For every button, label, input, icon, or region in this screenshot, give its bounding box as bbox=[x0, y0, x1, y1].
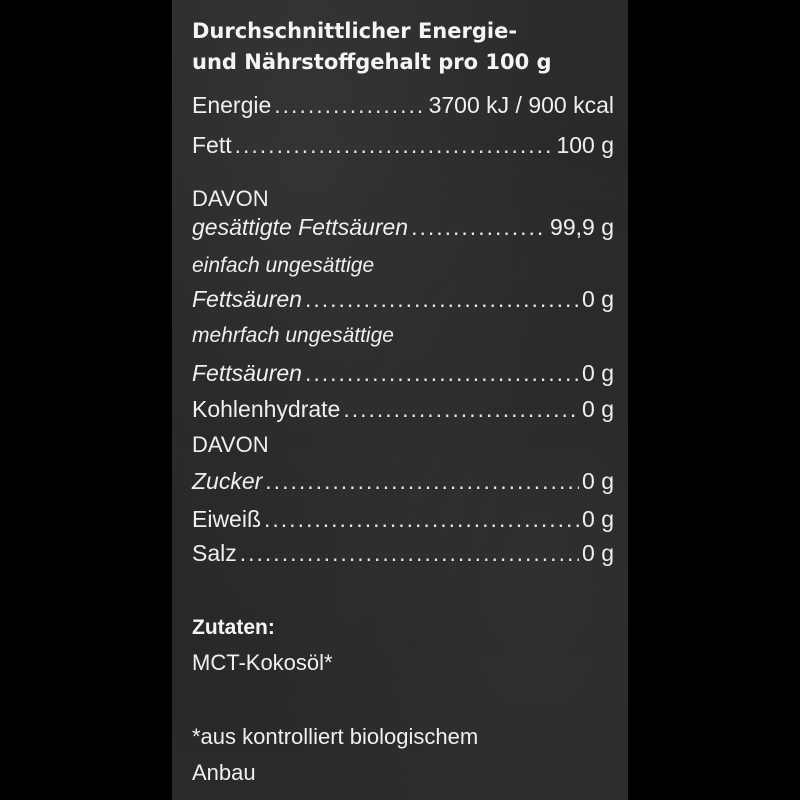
dot-leader bbox=[274, 92, 425, 119]
row-energie bbox=[192, 92, 614, 124]
eiweiss-value: 0 g bbox=[582, 506, 614, 532]
davon-heading-1: DAVON bbox=[192, 186, 269, 211]
dot-leader bbox=[240, 540, 579, 567]
salz-value: 0 g bbox=[582, 540, 614, 566]
dot-leader bbox=[305, 360, 579, 387]
energie-label: Energie bbox=[192, 92, 272, 118]
row-einfach-ungesaettigte bbox=[192, 286, 614, 318]
nutrition-heading bbox=[192, 16, 552, 78]
row-eiweiss bbox=[192, 506, 614, 538]
energie-value: 3700 kJ / 900 kcal bbox=[428, 92, 614, 118]
salz-label: Salz bbox=[192, 540, 237, 566]
gesaettigte-value: 99,9 g bbox=[550, 214, 614, 240]
kohlenhydrate-label: Kohlenhydrate bbox=[192, 396, 341, 422]
footnote-line-2: Anbau bbox=[192, 760, 256, 785]
fett-label: Fett bbox=[192, 132, 232, 158]
row-kohlenhydrate bbox=[192, 396, 614, 428]
kohlenhydrate-value: 0 g bbox=[582, 396, 614, 422]
gesaettigte-label: gesättigte Fettsäuren bbox=[192, 214, 409, 240]
heading-line-1: Durchschnittlicher Energie- bbox=[192, 19, 518, 43]
eiweiss-label: Eiweiß bbox=[192, 506, 262, 532]
row-salz bbox=[192, 540, 614, 572]
einfach-label: Fettsäuren bbox=[192, 286, 302, 312]
dot-leader bbox=[264, 506, 579, 533]
nutrition-label-panel bbox=[172, 0, 628, 800]
mehrfach-label: Fettsäuren bbox=[192, 360, 302, 386]
einfach-label-line-1: einfach ungesättige bbox=[192, 254, 375, 277]
zucker-value: 0 g bbox=[582, 468, 614, 494]
davon-heading-2: DAVON bbox=[192, 432, 269, 457]
row-fett bbox=[192, 132, 614, 164]
row-zucker bbox=[192, 468, 614, 500]
mehrfach-label-line-1: mehrfach ungesättige bbox=[192, 324, 394, 347]
dot-leader bbox=[265, 468, 579, 495]
einfach-value: 0 g bbox=[582, 286, 614, 312]
zucker-label: Zucker bbox=[192, 468, 263, 494]
footnote-line-1: *aus kontrolliert biologischem bbox=[192, 724, 479, 749]
dot-leader bbox=[411, 214, 547, 241]
row-mehrfach-ungesaettigte bbox=[192, 360, 614, 392]
dot-leader bbox=[305, 286, 579, 313]
heading-line-2: und Nährstoffgehalt pro 100 g bbox=[192, 50, 552, 74]
ingredients-text: MCT-Kokosöl* bbox=[192, 650, 333, 675]
row-gesaettigte-fettsaeuren bbox=[192, 214, 614, 246]
ingredients-title: Zutaten: bbox=[192, 616, 275, 639]
mehrfach-value: 0 g bbox=[582, 360, 614, 386]
fett-value: 100 g bbox=[556, 132, 614, 158]
dot-leader bbox=[235, 132, 554, 159]
dot-leader bbox=[343, 396, 579, 423]
